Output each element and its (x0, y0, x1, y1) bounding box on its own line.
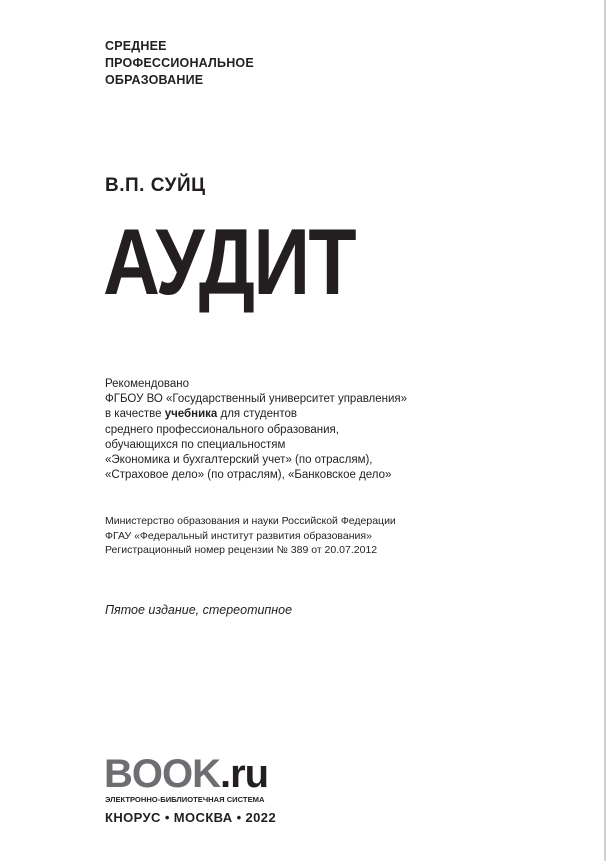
recommendation-line: «Страховое дело» (по отраслям), «Банковское дело» (105, 469, 392, 482)
recommendation-line (105, 407, 435, 422)
recommendation-text: для студентов (217, 408, 297, 421)
book-title: АУДИТ (103, 209, 355, 314)
recommendation-block (105, 377, 435, 483)
recommendation-line: среднего профессионального образования, (105, 423, 339, 436)
publisher-line: КНОРУС • МОСКВА • 2022 (105, 810, 277, 825)
author-name: В.П. СУЙЦ (105, 175, 206, 196)
series-label (105, 38, 254, 89)
recommendation-line: «Экономика и бухгалтерский учет» (по отраслям), (105, 454, 373, 467)
series-line: ПРОФЕССИОНАЛЬНОЕ (105, 56, 254, 70)
logo-subtitle: ЭЛЕКТРОННО-БИБЛИОТЕЧНАЯ СИСТЕМА (105, 795, 265, 804)
bookru-logo (104, 752, 268, 796)
recommendation-line: Рекомендовано (105, 378, 189, 390)
logo-book-text: BOOK (104, 752, 220, 796)
series-line: ОБРАЗОВАНИЕ (105, 73, 204, 87)
ministry-line: Министерство образования и науки Российской Федерации (105, 515, 396, 527)
series-line: СРЕДНЕЕ (105, 39, 167, 53)
recommendation-text: в качестве (105, 408, 165, 421)
logo-ru-text: .ru (220, 752, 269, 796)
ministry-line: ФГАУ «Федеральный институт развития образования» (105, 529, 372, 542)
recommendation-line: ФГБОУ ВО «Государственный университет управления» (105, 393, 408, 406)
recommendation-bold-word: учебника (164, 408, 218, 421)
ministry-block (105, 514, 435, 558)
recommendation-line: обучающихся по специальностям (105, 438, 286, 451)
edition-note: Пятое издание, стереотипное (105, 603, 293, 617)
ministry-line: Регистрационный номер рецензии № 389 от 20.07.2012 (105, 544, 378, 556)
